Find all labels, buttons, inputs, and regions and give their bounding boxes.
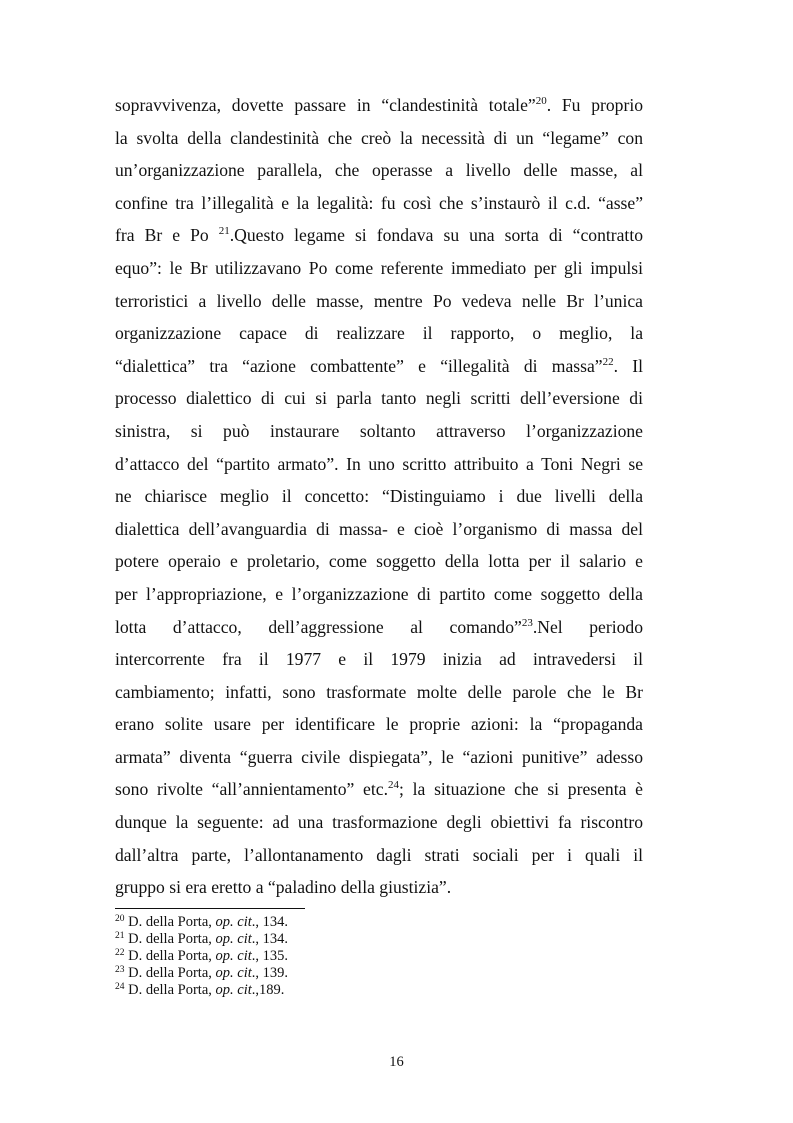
footnote-author: D. della Porta, [128, 914, 216, 930]
body-line [115, 350, 643, 383]
body-line [115, 448, 643, 481]
body-line-text: per l’appropriazione, e l’organizzazione di partito come soggetto della [115, 583, 643, 604]
body-line-text: ne chiarisce meglio il concetto: “Distinguiamo i due livelli della [115, 486, 643, 507]
footnote-reference: 24 [387, 779, 399, 792]
body-line [115, 122, 643, 155]
body-line-text: sono rivolte “all’annientamento” etc. [115, 779, 388, 800]
body-line [115, 513, 643, 546]
body-line [115, 89, 643, 122]
body-line [115, 676, 643, 709]
footnotes [115, 914, 643, 999]
footnote-pages: ., 139. [251, 965, 289, 981]
footnote [115, 931, 643, 948]
body-line [115, 871, 643, 904]
footnote-author: D. della Porta, [128, 948, 216, 964]
footnote-separator [115, 908, 305, 909]
footnote-reference: 22 [602, 355, 614, 368]
footnote-author: D. della Porta, [128, 965, 216, 981]
footnote-reference: 21 [218, 225, 230, 238]
footnote-pages: ., 134. [251, 931, 289, 947]
body-line-text: . Fu proprio [546, 95, 644, 115]
body-line-text: dall’altra parte, l’allontanamento dagli strati sociali per i quali il [115, 844, 643, 865]
body-line-text: gruppo si era eretto a “paladino della giustizia”. [115, 877, 452, 898]
footnote [115, 982, 643, 999]
body-line-text: .Questo legame si fondava su una sorta di “contratto [229, 225, 644, 246]
body-line [115, 741, 643, 774]
body-line-text: armata” diventa “guerra civile dispiegata”, le “azioni punitive” adesso [115, 746, 643, 767]
body-line-text: sinistra, si può instaurare soltanto attraverso l’organizzazione [115, 420, 643, 441]
body-line-text: intercorrente fra il 1977 e il 1979 inizia ad intravedersi il [115, 649, 643, 670]
footnote-author: D. della Porta, [128, 982, 216, 998]
body-line [115, 545, 643, 578]
body-line-text: lotta d’attacco, dell’aggressione al comando” [115, 616, 522, 637]
body-line-text: erano solite usare per identificare le proprie azioni: la “propaganda [115, 714, 643, 735]
footnote-citation: op. cit [215, 931, 252, 947]
body-line-text: d’attacco del “partito armato”. In uno scritto attribuito a Toni Negri se [115, 453, 643, 474]
body-line [115, 252, 643, 285]
body-line [115, 708, 643, 741]
footnote-author: D. della Porta, [128, 931, 216, 947]
footnote-number: 22 [115, 948, 125, 958]
body-line [115, 578, 643, 611]
body-line [115, 415, 643, 448]
body-line [115, 187, 643, 220]
footnote-reference: 20 [535, 95, 547, 107]
body-line-text: cambiamento; infatti, sono trasformate molte delle parole che le Br [115, 681, 643, 702]
body-line-text: organizzazione capace di realizzare il rapporto, o meglio, la [115, 323, 643, 344]
body-line-text: processo dialettico di cui si parla tanto negli scritti dell’eversione di [115, 388, 643, 409]
body-line [115, 806, 643, 839]
body-line [115, 317, 643, 350]
body-line [115, 382, 643, 415]
footnote-citation: op. cit [215, 982, 252, 998]
body-text [115, 89, 643, 904]
body-line-text: potere operaio e proletario, come soggetto della lotta per il salario e [115, 551, 643, 572]
body-line-text: . Il [613, 355, 643, 376]
body-line-text: un’organizzazione parallela, che operasse a livello delle masse, al [115, 160, 643, 181]
footnote-pages: ., 134. [251, 914, 289, 930]
footnote-number: 20 [115, 914, 125, 924]
footnote-citation: op. cit [215, 914, 252, 930]
body-line-text: dialettica dell’avanguardia di massa- e cioè l’organismo di massa del [115, 518, 643, 539]
footnote-number: 24 [115, 982, 125, 992]
body-line-text: equo”: le Br utilizzavano Po come referente immediato per gli impulsi [115, 257, 643, 278]
body-line-text: .Nel periodo [532, 616, 643, 637]
footnote-pages: .,189. [251, 982, 285, 998]
page-number: 16 [389, 1054, 404, 1070]
body-line [115, 839, 643, 872]
footnote [115, 914, 643, 931]
body-line [115, 611, 643, 644]
footnote [115, 965, 643, 982]
footnote-reference: 23 [521, 616, 533, 629]
footnote-citation: op. cit [215, 965, 252, 981]
body-line [115, 154, 643, 187]
body-line-text: terroristici a livello delle masse, mentre Po vedeva nelle Br l’unica [115, 290, 643, 311]
footnote-citation: op. cit [215, 948, 252, 964]
body-line-text: sopravvivenza, dovette passare in “clandestinità totale” [115, 95, 536, 115]
body-line-text: “dialettica” tra “azione combattente” e “illegalità di massa” [115, 355, 603, 376]
body-line [115, 285, 643, 318]
footnote [115, 948, 643, 965]
body-line-text: la svolta della clandestinità che creò la necessità di un “legame” con [115, 127, 643, 148]
footnote-number: 23 [115, 965, 125, 975]
body-line-text: confine tra l’illegalità e la legalità: fu così che s’instaurò il c.d. “asse” [115, 192, 643, 213]
body-line [115, 480, 643, 513]
body-line-text: ; la situazione che si presenta è [398, 779, 643, 800]
body-line [115, 643, 643, 676]
footnote-pages: ., 135. [251, 948, 289, 964]
body-line [115, 219, 643, 252]
body-line-text: dunque la seguente: ad una trasformazione degli obiettivi fa riscontro [115, 812, 643, 833]
body-line [115, 773, 643, 806]
body-line-text: fra Br e Po [115, 225, 219, 246]
footnote-number: 21 [115, 931, 125, 941]
